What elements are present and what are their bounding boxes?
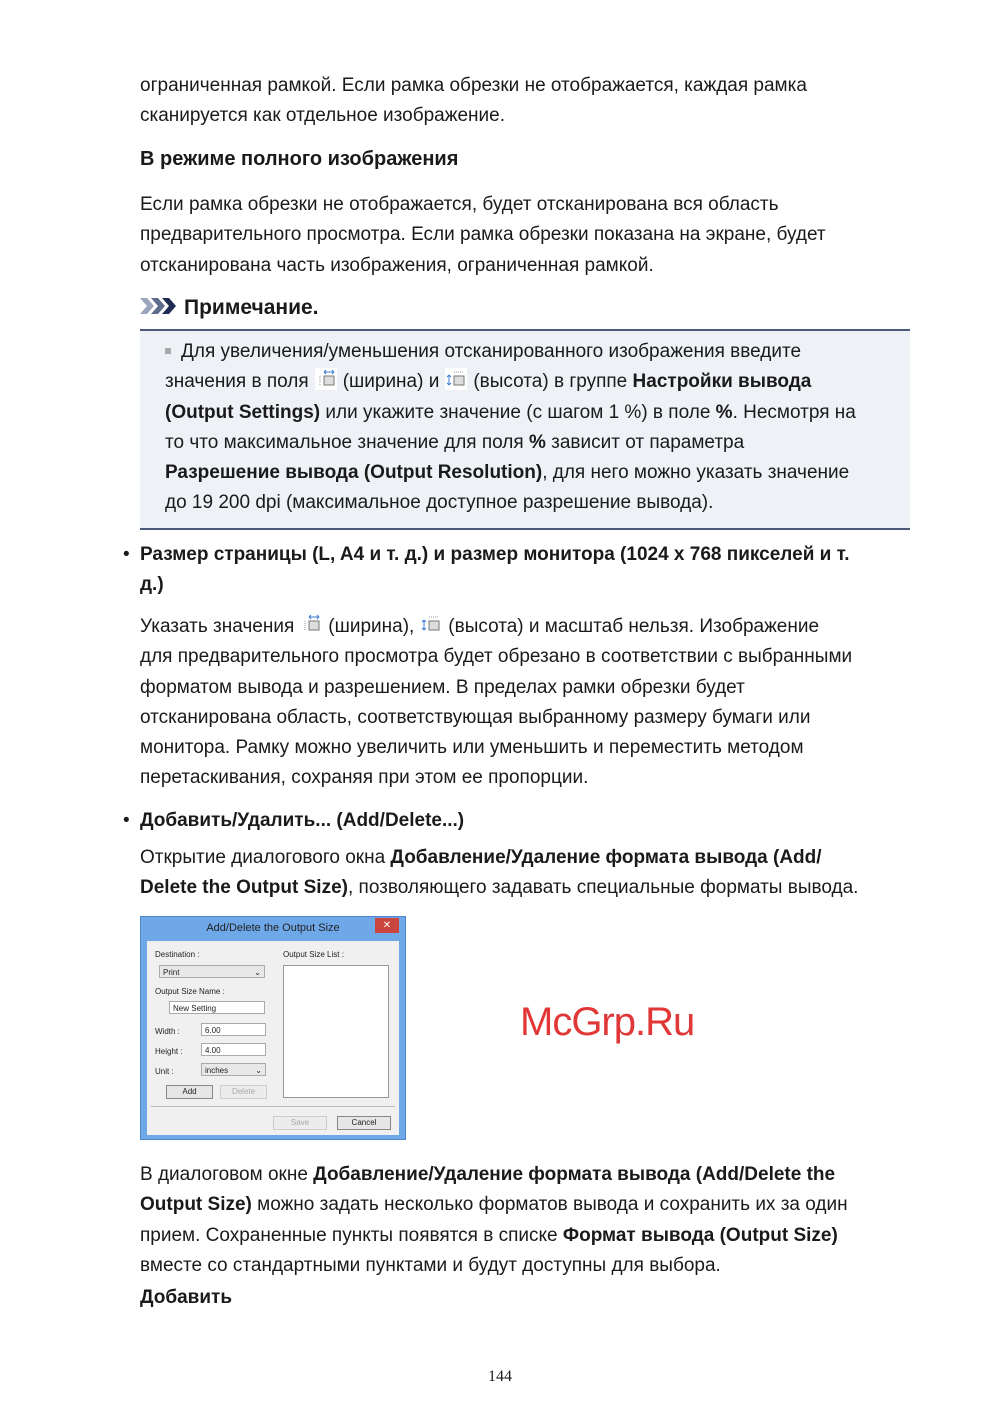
cancel-button[interactable]: Cancel (337, 1116, 391, 1130)
unit-label: Unit : (155, 1067, 174, 1076)
bold-text: Размер страницы (L, A4 и т. д.) и размер монитора (1024 x 768 пикселей и т. (140, 544, 850, 565)
section-heading: В режиме полного изображения (140, 148, 459, 170)
text: (высота) и масштаб нельзя. Изображение (448, 616, 820, 637)
paragraph (140, 843, 920, 904)
bold-text: Формат вывода (Output Size) (562, 1224, 838, 1246)
paragraph (140, 190, 920, 281)
bold-text: % (715, 401, 733, 423)
text-line (140, 251, 920, 281)
bold-text: д.) (140, 574, 164, 596)
text: предварительного просмотра. Если рамка обрезки показана на экране, будет (140, 224, 826, 246)
text: отсканирована область, соответствующая выбранному размеру бумаги или (140, 706, 811, 728)
note-title: Примечание. (184, 296, 319, 319)
text-line (140, 71, 920, 101)
output-size-list-label: Output Size List : (283, 950, 344, 959)
output-size-name-input[interactable]: New Setting (169, 1001, 265, 1014)
text-line (165, 458, 856, 488)
bold-text: Разрешение вывода (Output Resolution) (165, 462, 543, 484)
output-size-name-label: Output Size Name : (155, 987, 225, 996)
bold-text: Output Size) (140, 1194, 252, 1216)
text: (ширина) и (342, 371, 440, 393)
destination-label: Destination : (155, 950, 200, 959)
text: для предварительного просмотра будет обрезано в соответствии с выбранными (140, 646, 853, 668)
bold-text: (Output Settings) (165, 401, 321, 423)
text: то что максимальное значение для поля (165, 431, 529, 453)
text-line (140, 806, 920, 836)
bullet-item (123, 806, 920, 836)
paragraph (140, 71, 920, 132)
bold-text: Delete the Output Size) (140, 877, 348, 899)
page-number: 144 (488, 1368, 512, 1385)
watermark: McGrp.Ru (520, 1000, 695, 1044)
height-icon (420, 613, 442, 635)
text-line (140, 540, 920, 570)
text: Указать значения (140, 616, 295, 637)
text: до 19 200 dpi (максимальное доступное разрешение вывода). (165, 492, 714, 514)
destination-value: Print (163, 968, 180, 977)
text-line (140, 570, 920, 600)
text: значения в поля (165, 371, 309, 393)
text-line (165, 367, 856, 397)
text-line (140, 673, 920, 703)
bullet-dot: • (123, 544, 130, 565)
text-line (140, 1251, 920, 1281)
text-line (140, 220, 920, 250)
text: зависит от параметра (545, 431, 745, 453)
paragraph (140, 612, 920, 794)
text-line (165, 398, 856, 428)
bold-text: Добавление/Удаление формата вывода (Add/ (390, 847, 822, 868)
note-heading (140, 296, 920, 320)
text: , позволяющего задавать специальные форматы вывода. (347, 877, 859, 899)
text: , для него можно указать значение (542, 462, 850, 484)
text: Для увеличения/уменьшения отсканированного изображения введите (181, 341, 802, 362)
text: Если рамка обрезки не отображается, будет отсканирована вся область (140, 194, 779, 215)
height-input[interactable]: 4.00 (201, 1043, 266, 1056)
text: прием. Сохраненные пункты появятся в списке (140, 1224, 563, 1246)
bold-text: Настройки вывода (632, 371, 812, 393)
bullet-square-icon (165, 348, 171, 354)
text: В диалоговом окне (140, 1164, 314, 1185)
text-line (140, 101, 920, 131)
text: или укажите значение (с шагом 1 %) в поле (320, 401, 716, 423)
bold-text: Добавление/Удаление формата вывода (Add/Delete the (313, 1164, 836, 1185)
text-line (140, 763, 920, 793)
text-line (140, 843, 920, 873)
text-line (140, 1221, 920, 1251)
text: форматом вывода и разрешением. В пределах рамки обрезки будет (140, 676, 745, 698)
divider (151, 1106, 395, 1107)
note-arrows-icon (140, 296, 178, 320)
text: (высота) в группе (473, 371, 633, 393)
unit-value: inches (205, 1066, 229, 1075)
text-line (140, 612, 920, 642)
bullet-item (123, 540, 920, 601)
bullet-dot: • (123, 810, 130, 831)
text: . Несмотря на (732, 401, 856, 423)
destination-select[interactable] (159, 965, 265, 978)
text-line (140, 1190, 920, 1220)
text-line (140, 873, 920, 903)
bold-text: % (528, 431, 546, 453)
text-line (165, 488, 856, 518)
width-label: Width : (155, 1027, 180, 1036)
text: отсканирована часть изображения, ограниченная рамкой. (140, 254, 654, 276)
add-delete-output-size-dialog (140, 916, 406, 1140)
paragraph (140, 1160, 920, 1281)
text-line (140, 703, 920, 733)
output-size-list[interactable] (283, 965, 389, 1098)
unit-select[interactable] (201, 1063, 266, 1076)
text: перетаскивания, сохраняя при этом ее пропорции. (140, 767, 589, 789)
text: сканируется как отдельное изображение. (140, 105, 505, 127)
text: ограниченная рамкой. Если рамка обрезки не отображается, каждая рамка (140, 75, 807, 96)
note-box (140, 329, 910, 530)
text-line (140, 190, 920, 220)
text-line (165, 337, 856, 367)
bold-text: Добавить/Удалить... (Add/Delete...) (140, 810, 465, 831)
text: Открытие диалогового окна (140, 847, 391, 868)
close-button[interactable]: ✕ (375, 918, 399, 933)
width-icon (315, 368, 337, 390)
text: (ширина), (328, 616, 415, 637)
text-line (140, 1160, 920, 1190)
dialog-title: Add/Delete the Output Size (206, 922, 340, 934)
add-button[interactable]: Add (166, 1085, 213, 1099)
text-line (140, 642, 920, 672)
subheading: Добавить (140, 1287, 233, 1308)
height-label: Height : (155, 1047, 183, 1056)
text: вместе со стандартными пунктами и будут доступны для выбора. (140, 1254, 721, 1276)
width-input[interactable]: 6.00 (201, 1023, 266, 1036)
text-line (140, 733, 920, 763)
chevron-down-icon: ⌄ (255, 1066, 262, 1075)
height-icon (445, 368, 467, 390)
chevron-down-icon: ⌄ (254, 968, 261, 977)
text-line (165, 428, 856, 458)
width-icon (300, 613, 322, 635)
text: можно задать несколько форматов вывода и сохранить их за один (251, 1194, 848, 1216)
save-button[interactable]: Save (273, 1116, 327, 1130)
text: монитора. Рамку можно увеличить или уменьшить и переместить методом (140, 737, 804, 759)
delete-button[interactable]: Delete (220, 1085, 267, 1099)
